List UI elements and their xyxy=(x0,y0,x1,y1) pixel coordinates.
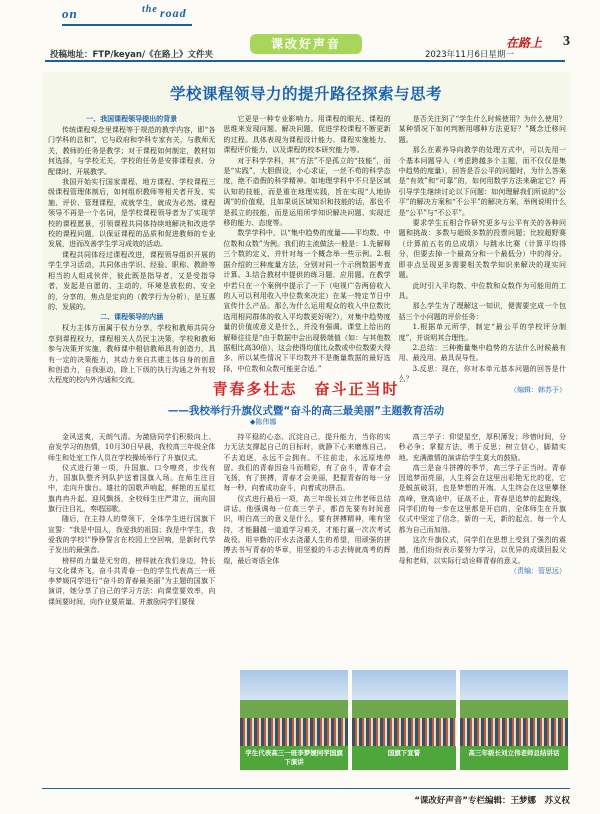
paragraph: 此时引入平均数、中位数和众数作为可能用的工具。 xyxy=(398,281,566,300)
paragraph: 它更是一种专业影响力。用课程的眼光、课程的思维来发现问题、解决问题，促进学校课程不断更新的过程。具体表现为课程设计能力、课程实施能力、课程评价能力，以及课程的校本研究能力等。 xyxy=(223,115,391,155)
paragraph: 那么在素养导向教学的处理方式中，可以先用一个基本问题导入（考虑跨越多个主题，而不仅仅是集中趋势的度量），回答是否公平的问题时，为什么答案是“有效”和“可靠”的，如何用数学方法来确定它？再引导学生继续讨论以下问题：如何理解我们所说的“公平”的解决方案和“不公平”的解决方案，举例说明什么是“公平”与“不公平”。 xyxy=(398,146,566,217)
article2-column-1 xyxy=(48,432,215,772)
section-heading: 一、我国课程领导提出的背景 xyxy=(86,115,178,123)
paragraph: 数学学科中，以“集中趋势的度量——平均数、中位数和众数”为例。我们的主流做法一般是：1.先解释三个数的定义，并针对每一个概念举一些示例。2.根据介绍的三种度量方法，分别对同一个示例数据考查计算。3.结合教材中提供的练习题、应用题。在教学中若只在一个案例中提示了一下（电视广告两倍收入的人可以利用收入中位数来决定）在某一特定节日中宣传什么产品。那么为什么运用观众的收入中位数比选用相同群体的收入平均数更好呢?），对集中趋势度量的价值或意义是什么，并没有强调。课堂上给出的解释往往是“由于数据中会出现极端值（如：与其他数据相比高30倍），这会使得均值比众数或中位数要大得多，所以某些情况下平均数并不是衡量数据的最好选择，中位数和众数可能更合适。” xyxy=(223,229,391,373)
paragraph: 高三学子：仰望星空，厚积薄发；珍惜时间，分秒必争；掌握方法，勇于反思；树立信心，脚踏实地。充满激情的演讲给学生莫大的鼓励。 xyxy=(398,433,566,462)
paragraph: 随后，在主持人的带领下，全体学生进行国旗下宣誓：“我是中国人，我爱我的祖国；我是中学生，我爱我的学校!”铮铮誓言在校园上空回响，是新时代学子发出的最强音。 xyxy=(48,515,216,555)
photo-strip xyxy=(240,670,568,770)
paragraph: 高三是奋斗拼搏的季节，高三学子正当时。青春因追梦而亮丽，人生将会在这里出彩艳无比的花，它是蜕茧破羽，也是梦想的开端。人生终会在这里攀登高峰，登高途中，征战不止，青春是追梦的起跑线，同学们的每一步在这里都是开启的，全体师生在升旗仪式中坚定了信念，新的一天，新的起点，每一个人都为自己而加油。 xyxy=(398,463,566,534)
paragraph: 这次升旗仪式，同学们在思想上受到了强烈的震撼，他们纷纷表示要努力学习，以优异的成绩回报父母和老师，以实际行动诠释青春的意义。 xyxy=(398,535,566,565)
column-title: 课改好声音 xyxy=(250,34,362,54)
column-editors: “课改好声音”专栏编辑：王梦娜 苏义权 xyxy=(414,796,570,806)
paragraph: 金风送爽，天朗气清。为激励同学们积极向上、奋发学习的热情，10月30日早晨，我校高三年级全体师生和处室工作人员在学校操场举行了升旗仪式。 xyxy=(48,433,216,462)
paragraph: 仪式进行第一项，升国旗。口令嘹亮，步伐有力，国旗队整齐列队护送着国旗入场。在师生注目中，走向升旗台。雄壮的国歌声响起，鲜艳的五星红旗冉冉升起。迎风飘扬，全校师生庄严肃立，面向国旗行注目礼，奏唱国歌。 xyxy=(48,463,216,514)
photo-speech xyxy=(240,670,348,770)
paragraph: 要求学生五相合作研究更多与公平有关的各种问题和挑战：多数与超级多数的投票问题；比较超野赛（计算前五名的总成绩）与跳水比赛（计算平均得分，但要去掉一个最高分和一个最低分）中的得分。即非点呈现更多需要相关数学知识来解决的现实问题。 xyxy=(398,219,566,280)
section-heading: 二、课程领导的内涵 xyxy=(100,313,164,322)
article2-editor: （责编：管思远） xyxy=(509,566,566,575)
paragraph: 传统课程观念里课程等于规范的教学内容，即“各门学科的总和”，它与政府和学科专家有关，与教师无关，教师的任务是教学；对于课程如何制定，教材如何选择，与学校无关，学校的任务是安排课程表、分配课时、开展教学。 xyxy=(48,126,216,176)
article1-column-2 xyxy=(223,114,391,373)
article2-title: 青春多壮志 奋斗正当时 xyxy=(212,380,400,398)
article2-subtitle: ——我校举行升旗仪式暨“奋斗的高三最美丽”主题教育活动 xyxy=(167,405,445,417)
on-the-road-logo: on the road xyxy=(62,6,78,22)
paragraph: 我国开始实行国家课程、地方课程、学校课程三级课程管理体制后，如何组织教师等相关者开发、实施、评价、管理课程，成就学生，就成为必然。课程领导不再是一个名词，是学校课程领导者为了实现学校的课程愿景，引领课程共同体持续地解决和改进学校的课程问题，以保证课程的品质和促进教师的专业发展，进而改善学生学习成效的活动。 xyxy=(48,178,216,249)
article2-heading xyxy=(42,378,570,418)
paragraph: 持平稳的心态、沉淀自己，提升能力，当你的实力无法支撑起自己的目标时，就静下心来磨炼自己。不去追逐，永远不会拥有。不往前走，永远原地停留。我们的青春因奋斗而精彩，有了奋斗，青春才会飞扬，有了拼搏，青春才会美丽，把握青春的每一分每一秒，向着成功奋斗，向着成功拼击。 xyxy=(223,433,391,493)
submission-address: 投稿地址：FTP/keyan/《在路上》文件夹 xyxy=(50,50,214,60)
article1-title: 学校课程领导力的提升路径探索与思考 xyxy=(169,85,442,103)
photo-closing-speech xyxy=(460,670,568,770)
paragraph: 仪式进行最后一项，高三年级长刘立伟老师总结讲话。他强调每一位高三学子，都首先要有时间意识，明白高三的意义是什么，要有拼搏精神，唯有坚持，才能翻越一道道学习难关，才能打赢一次次考试战役。用辛勤的汗水去浇灌人生的希望，用顽强的拼搏去书写青春的华章，用坚毅的斗志去铸就高考的辉煌，最后寄语全体 xyxy=(223,494,391,565)
photo-caption: 国旗下宣誓 xyxy=(352,746,456,770)
paragraph: 对于科学学科，其“方法”不是孤立的“技能”，而是“实践”，大胆假设，小心求证，一丝不苟的科学态度，绝不造假的科学精神。如地理学科中不只是区域认知的技能，而是重在地理实践，旨在实现“人地协调”的价值观，且如果说区域知识和技能的话，那也不是孤立的技能，而是运用所学知识解决问题、实现迁移的能力、态度等。 xyxy=(223,156,391,228)
paper-name: 在路上 xyxy=(506,36,543,50)
photo-caption: 高三年级长刘立伟老师总结讲话 xyxy=(460,746,568,770)
paragraph: 1.根据单元所学，制定“最公平的学校评分制度”，并说明其合理性。 xyxy=(398,323,566,342)
paragraph: 那么学生为了理解这一知识，便需要完成一个包括三个小问题的评价任务： xyxy=(398,302,566,321)
page-number: 3 xyxy=(563,34,570,49)
article2-author: ◆陈伟娜 xyxy=(250,418,277,426)
article1-column-3 xyxy=(398,114,566,394)
paragraph: 课程共同体经过课程改进，课程领导组织开展的学生学习活动，共同体由学识、经验、职称、教龄等相当的人组成伙伴，彼此既是指导者，又是受指导者，发起是自愿的、主动的，环境是放松的、安全的，分享的，焦点是定向的（教学行为分析），是互惠的、发展的。 xyxy=(48,250,216,311)
footer-divider xyxy=(42,788,570,789)
paragraph: 3.反思：现在，你对本单元基本问题的回答是什么？ xyxy=(398,364,566,384)
header-divider xyxy=(45,60,565,62)
paragraph: 榜样的力量是无穷的，榜样就在我们身边，特长与文化课齐飞，奋斗共青春一色的学生代表高三一班李梦媛同学进行“奋斗的青春最美丽”为主题的国旗下演讲，她分享了自己的学习方法：向课堂要效率，向课间要时间，向作业要质量。并激励同学们要保 xyxy=(48,556,216,606)
article1-editor: （编辑：韩苏予） xyxy=(509,385,566,394)
paragraph: 2.总结：三种衡量集中趋势的方法什么时候最有用、最没用、最具误导性。 xyxy=(398,343,566,363)
photo-caption: 学生代表高三一班李梦媛同学国旗下演讲 xyxy=(240,746,348,770)
article1-column-1 xyxy=(48,114,216,385)
paragraph: 权力主体方面属于权力分享，学校和教师共同分享到课程权力，课程相关人员民主决策，学校和教师参与决策并实施，教师课中相信教师具有创造力，具有一定的决策能力，其动力来自共建主体自身的创意和创造力，自我驱动，除上下级的执行沟通之外有较大程度的校内外沟通和交流。 xyxy=(48,324,216,385)
issue-date: 2023年11月6日星期一 xyxy=(425,50,514,60)
paragraph: 是否关注到了“学生什么时候使用？为什么使用？某种情况下如何判断用哪种方法更好？”概念迁移问题。 xyxy=(398,115,566,144)
photo-oath xyxy=(352,670,456,770)
page-header xyxy=(0,0,600,62)
